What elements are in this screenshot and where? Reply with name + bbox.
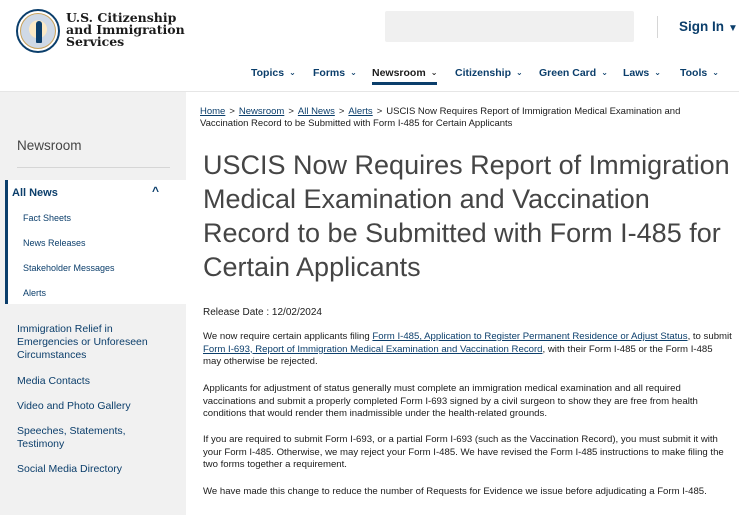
- sidebar-title: Newsroom: [17, 138, 82, 153]
- nav-forms[interactable]: Forms ⌄: [313, 67, 357, 79]
- page-title: USCIS Now Requires Report of Immigration Medical Examination and Vaccination Record to be Submitted with Form I-485 for Certain Applicants: [203, 150, 730, 282]
- chevron-down-icon: ⌄: [516, 68, 523, 77]
- release-date: Release Date : 12/02/2024: [203, 307, 322, 318]
- caret-down-icon: ▼: [728, 23, 738, 34]
- search-input[interactable]: [385, 11, 634, 42]
- nav-newsroom[interactable]: Newsroom ⌄: [372, 67, 437, 85]
- sidebar-divider: [17, 167, 170, 168]
- breadcrumb-alerts[interactable]: Alerts: [348, 106, 373, 117]
- breadcrumb: Home > Newsroom > All News > Alerts > USCIS Now Requires Report of Immigration Medical Examination and Vaccination Record to be Submitted with Form I-485 for Certain Applicants: [200, 106, 681, 129]
- chevron-down-icon: ⌄: [350, 68, 357, 77]
- agency-name[interactable]: [66, 12, 185, 48]
- sidebar-item-stakeholder-messages[interactable]: Stakeholder Messages: [23, 263, 115, 273]
- sidebar: [0, 92, 186, 515]
- breadcrumb-home[interactable]: Home: [200, 106, 226, 117]
- article-paragraph: Applicants for adjustment of status generally must complete an immigration medical examination and all required vaccinations and submit a properly completed Form I-693 signed by a civil surgeon to show they are free from health conditions that would render them inadmissible under the health-related grounds.: [203, 383, 698, 419]
- nav-green-card[interactable]: Green Card ⌄: [539, 67, 608, 79]
- sidebar-item-immigration-relief[interactable]: Immigration Relief in Emergencies or Unforeseen Circumstances: [17, 323, 148, 361]
- breadcrumb-current: USCIS Now Requires Report of Immigration Medical Examination and Vaccination Record to be Submitted with Form I-485 for Certain Applicants: [200, 106, 681, 129]
- form-i693-link[interactable]: Form I-693, Report of Immigration Medical Examination and Vaccination Record: [203, 343, 543, 355]
- agency-line: and Immigration: [66, 22, 185, 37]
- sidebar-item-alerts[interactable]: Alerts: [23, 288, 47, 298]
- main-nav: [0, 62, 739, 86]
- nav-topics[interactable]: Topics ⌄: [251, 67, 296, 79]
- uscis-seal-logo[interactable]: [16, 9, 60, 53]
- site-header: [0, 0, 739, 92]
- sidebar-item-news-releases[interactable]: News Releases: [23, 238, 86, 248]
- nav-citizenship[interactable]: Citizenship ⌄: [455, 67, 523, 79]
- sign-in-label: Sign In: [679, 19, 724, 34]
- seal-icon: [20, 13, 56, 49]
- chevron-down-icon: ⌄: [430, 68, 438, 77]
- chevron-up-icon[interactable]: ^: [152, 184, 160, 198]
- article-paragraph: If you are required to submit Form I-693, or a partial Form I-693 (such as the Vaccination Record), you must submit it with your Form I-485. Otherwise, we may reject your Form I-485. We have revised the Form I-485 instructions to make filing the two forms together a requirement.: [203, 434, 724, 470]
- sidebar-item-speeches[interactable]: Speeches, Statements, Testimony: [17, 425, 126, 450]
- chevron-down-icon: ⌄: [601, 68, 608, 77]
- article-paragraph: We have made this change to reduce the number of Requests for Evidence we issue before adjudicating a Form I-485.: [203, 486, 707, 497]
- breadcrumb-all-news[interactable]: All News: [297, 106, 335, 117]
- main-content: [186, 92, 739, 515]
- sidebar-item-fact-sheets[interactable]: Fact Sheets: [23, 213, 72, 223]
- nav-tools[interactable]: Tools ⌄: [680, 67, 719, 79]
- sidebar-item-social-media[interactable]: Social Media Directory: [17, 463, 123, 475]
- header-divider: [657, 16, 658, 38]
- breadcrumb-newsroom[interactable]: Newsroom: [238, 106, 285, 117]
- sidebar-item-video-photo-gallery[interactable]: Video and Photo Gallery: [17, 400, 131, 412]
- agency-line: U.S. Citizenship: [66, 10, 177, 25]
- chevron-down-icon: ⌄: [654, 68, 661, 77]
- form-i485-link[interactable]: Form I-485, Application to Register Permanent Residence or Adjust Status: [372, 331, 688, 342]
- nav-laws[interactable]: Laws ⌄: [623, 67, 661, 79]
- article-paragraph: We now require certain applicants filing Form I-485, Application to Register Permanent Residence or Adjust Status, to submit Form I-693, Report of Immigration Medical Examination and Vaccination Record, with their Form I-485 or the Form I-485 may otherwise be rejected.: [203, 331, 732, 367]
- sign-in-button[interactable]: [679, 19, 738, 34]
- sidebar-item-all-news[interactable]: All News: [12, 187, 58, 199]
- chevron-down-icon: ⌄: [289, 68, 296, 77]
- sidebar-item-media-contacts[interactable]: Media Contacts: [17, 375, 90, 387]
- chevron-down-icon: ⌄: [712, 68, 719, 77]
- agency-line: Services: [66, 34, 125, 49]
